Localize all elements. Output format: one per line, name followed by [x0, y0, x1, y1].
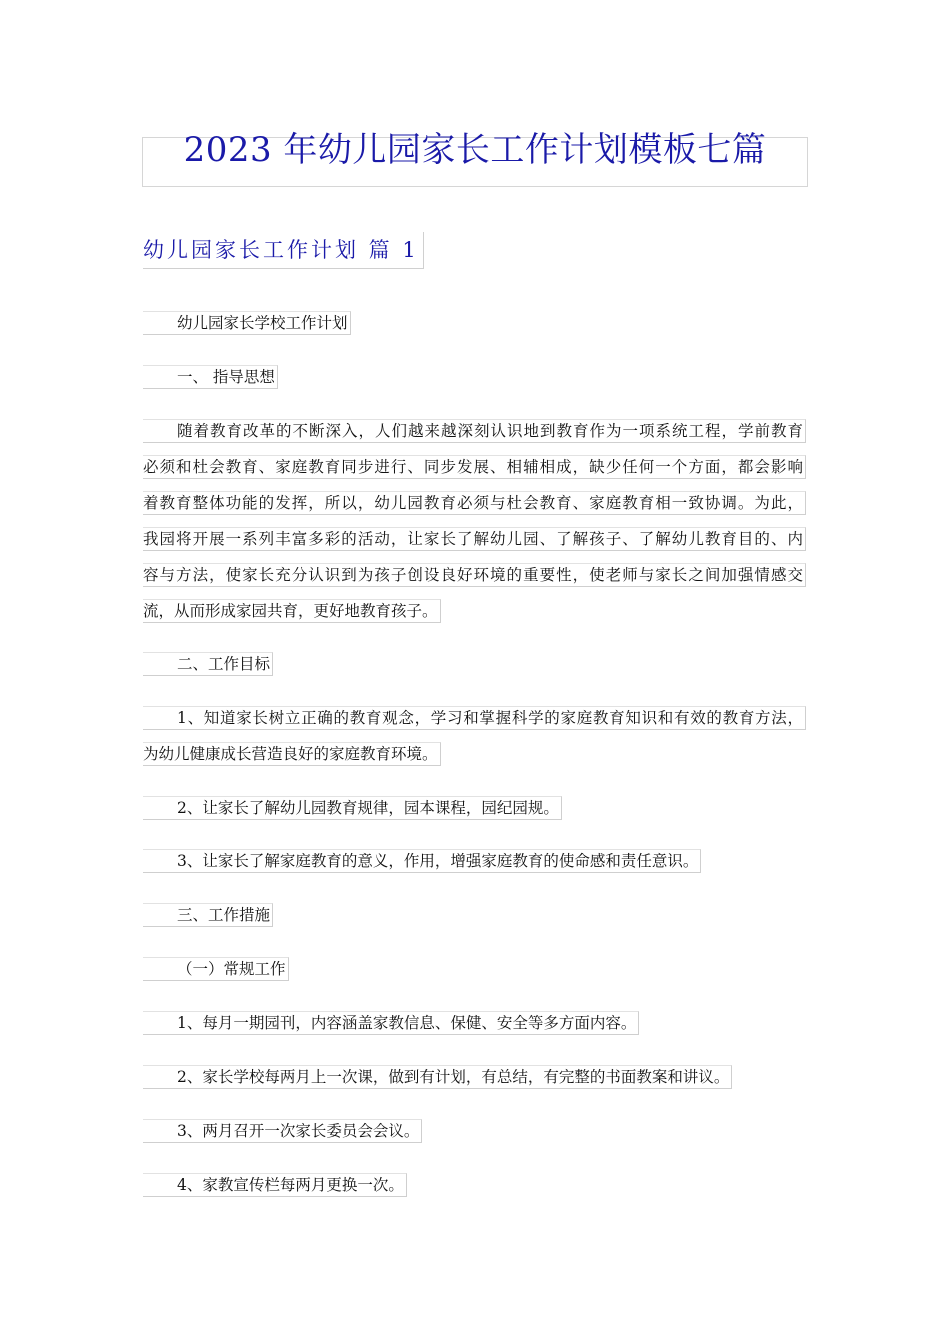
paragraph-line: 随着教育改革的不断深入，人们越来越深刻认识地到教育作为一项系统工程，学前教育 [143, 419, 806, 443]
paragraph-line: 二、工作目标 [143, 652, 273, 676]
document-title: 2023 年幼儿园家长工作计划模板七篇 [183, 130, 767, 170]
paragraph-line: 2、家长学校每两月上一次课，做到有计划，有总结，有完整的书面教案和讲议。 [143, 1065, 732, 1089]
paragraph-line: 一、 指导思想 [143, 365, 278, 389]
paragraph-line: 为幼儿健康成长营造良好的家庭教育环境。 [143, 742, 441, 766]
paragraph-line: （一）常规工作 [143, 957, 289, 981]
section-heading: 幼儿园家长工作计划 篇 1 [143, 232, 424, 269]
paragraph-line: 流，从而形成家园共育，更好地教育孩子。 [143, 599, 441, 623]
paragraph-line: 容与方法，使家长充分认识到为孩子创设良好环境的重要性，使老师与家长之间加强情感交 [143, 563, 806, 587]
paragraph-line: 我园将开展一系列丰富多彩的活动，让家长了解幼儿园、了解孩子、了解幼儿教育目的、内 [143, 527, 806, 551]
paragraph-line: 必须和杜会教育、家庭教育同步进行、同步发展、相辅相成，缺少任何一个方面，都会影响 [143, 455, 806, 479]
paragraph-line: 1、知道家长树立正确的教育观念，学习和掌握科学的家庭教育知识和有效的教育方法， [143, 706, 806, 730]
paragraph-line: 3、两月召开一次家长委员会会议。 [143, 1119, 422, 1143]
paragraph-line: 着教育整体功能的发挥，所以，幼儿园教育必须与杜会教育、家庭教育相一致协调。为此， [143, 491, 806, 515]
paragraph-line: 2、让家长了解幼儿园教育规律，园本课程，园纪园规。 [143, 796, 562, 820]
paragraph-line: 幼儿园家长学校工作计划 [143, 311, 351, 335]
paragraph-line: 1、每月一期园刊，内容涵盖家教信息、保健、安全等多方面内容。 [143, 1011, 639, 1035]
paragraph-line: 三、工作措施 [143, 903, 273, 927]
paragraph-line: 3、让家长了解家庭教育的意义，作用，增强家庭教育的使命感和责任意识。 [143, 849, 701, 873]
paragraph-line: 4、家教宣传栏每两月更换一次。 [143, 1173, 407, 1197]
